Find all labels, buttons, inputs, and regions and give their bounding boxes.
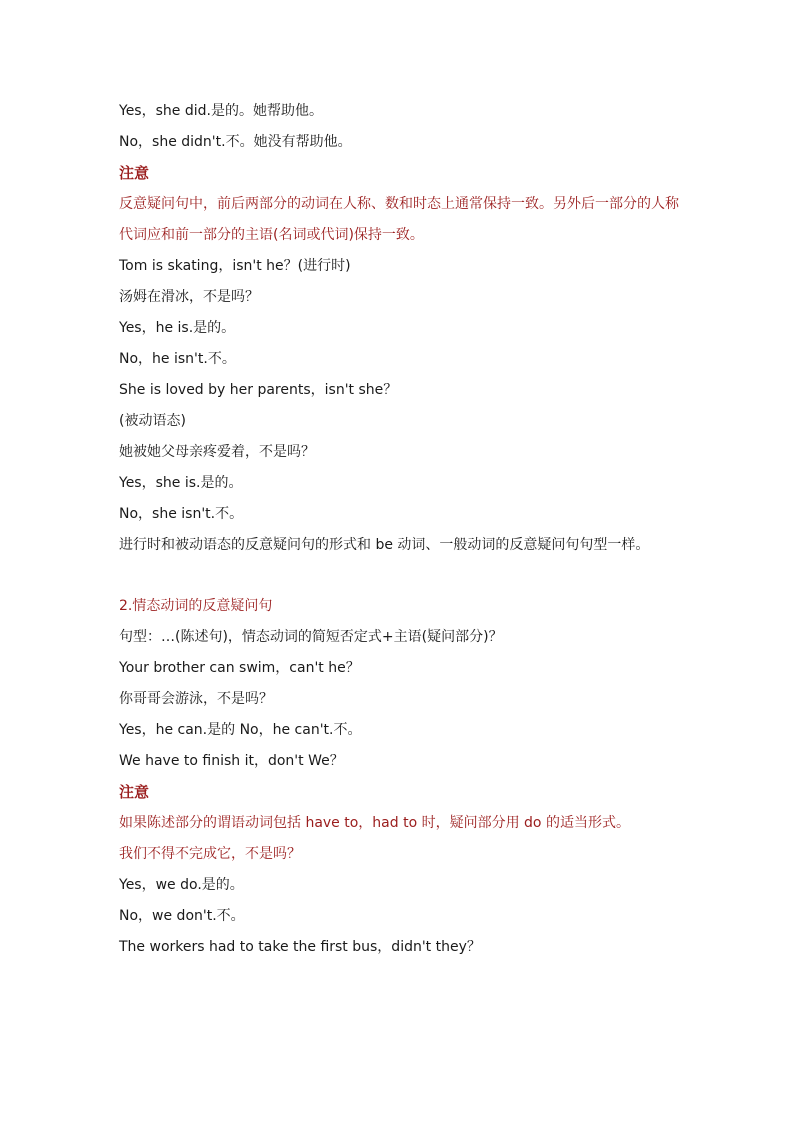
sentence-pattern: 句型：…(陈述句)，情态动词的简短否定式+主语(疑问部分)？ [119, 629, 503, 645]
answer-yes-he-is: Yes，he is.是的。 [119, 320, 236, 336]
answer-yes-she-is: Yes，she is.是的。 [119, 475, 243, 491]
answer-no-we-dont: No，we don't.不。 [119, 908, 245, 924]
note-heading-2: 注意 [119, 783, 150, 801]
example-she-is-loved: She is loved by her parents，isn't she？ [119, 382, 398, 398]
section-heading-modal-verbs: 2.情态动词的反意疑问句 [119, 598, 273, 614]
translation-she-is-loved: 她被她父母亲疼爱着，不是吗？ [119, 444, 315, 460]
translation-have-to-finish: 我们不得不完成它，不是吗？ [119, 846, 301, 862]
answer-no-she-isnt: No，she isn't.不。 [119, 506, 244, 522]
translation-tom-skating: 汤姆在滑冰，不是吗？ [119, 289, 259, 305]
summary-paragraph: 进行时和被动语态的反意疑问句的形式和 be 动词、一般动词的反意疑问句句型一样。 [119, 537, 650, 553]
note-have-to: 如果陈述部分的谓语动词包括 have to，had to 时，疑问部分用 do 的适当形式。 [119, 815, 630, 831]
document-body [119, 96, 684, 963]
answer-no-she-didnt: No，she didn't.不。她没有帮助他。 [119, 134, 352, 150]
example-tom-skating: Tom is skating，isn't he？(进行时) [119, 258, 351, 274]
section-spacer [119, 561, 684, 591]
answer-he-can: Yes，he can.是的 No，he can't.不。 [119, 722, 362, 738]
answer-no-he-isnt: No，he isn't.不。 [119, 351, 236, 367]
passive-voice-label: (被动语态) [119, 413, 186, 429]
note-paragraph: 反意疑问句中，前后两部分的动词在人称、数和时态上通常保持一致。另外后一部分的人称代词应和前一部分的主语(名词或代词)保持一致。 [119, 196, 679, 243]
example-brother-swim: Your brother can swim，can't he？ [119, 660, 360, 676]
example-workers-bus: The workers had to take the first bus，didn't they？ [119, 939, 481, 955]
translation-brother-swim: 你哥哥会游泳，不是吗？ [119, 691, 273, 707]
example-have-to-finish: We have to finish it，don't We？ [119, 753, 344, 769]
answer-yes-she-did: Yes，she did.是的。她帮助他。 [119, 103, 323, 119]
answer-yes-we-do: Yes，we do.是的。 [119, 877, 244, 893]
note-heading: 注意 [119, 164, 150, 182]
